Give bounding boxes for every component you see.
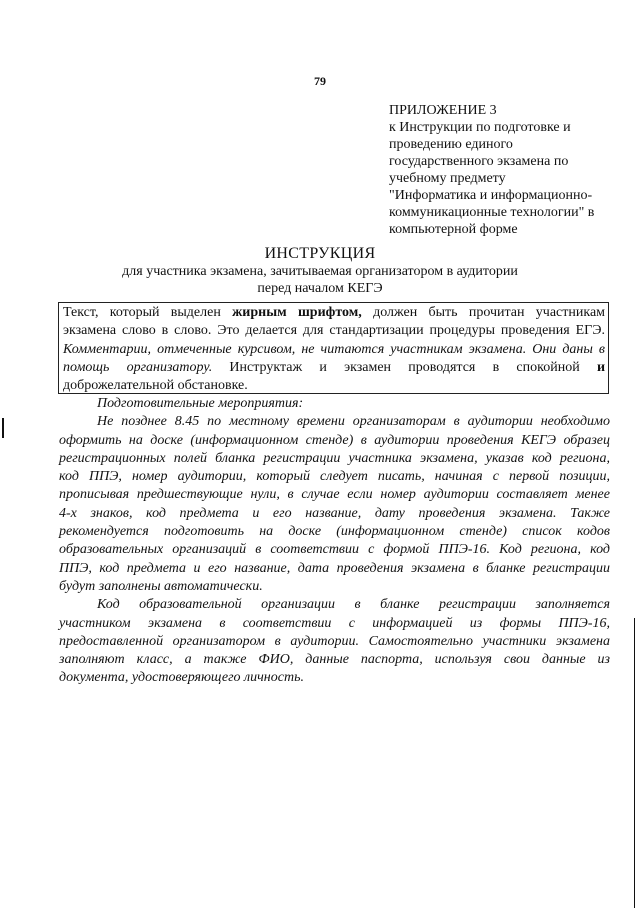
paragraph-2-line: предоставленной организатором в аудитории. Самостоятельно участники экзамена [59,633,610,649]
paragraph-1-line: Не позднее 8.45 по местному времени организаторам в аудитории необходимо [97,414,610,430]
paragraph-1-line: образовательных организаций в соответствии с формой ППЭ-16. Код региона, код [59,542,610,558]
appendix-line: коммуникационные технологии" в [389,205,595,220]
section-heading: Подготовительные мероприятия: [97,396,304,411]
appendix-line: проведению единого [389,137,513,152]
notice-text: Текст, который выделен [63,305,233,320]
notice-italic-text: помощь организатору. [63,359,213,375]
paragraph-2-line: участником экзамена в соответствии с информацией из формы ППЭ-16, [59,615,610,631]
instruction-subtitle-line2: перед началом КЕГЭ [257,281,383,296]
paragraph-1-line: регистрационных полей бланка регистрации участника экзамена, указав код региона, [59,450,610,466]
paragraph-2-line: заполняют класс, а также ФИО, данные паспорта, используя свои данные из [59,652,610,668]
scan-edge-mark [634,618,635,908]
paragraph-1-line: оформить на доске (информационном стенде) в аудитории проведения КЕГЭ образец [59,432,610,448]
appendix-header [389,102,621,238]
instruction-title: ИНСТРУКЦИЯ [264,245,376,262]
instruction-subtitle-line1: для участника экзамена, зачитываемая организатором в аудитории [122,264,518,279]
notice-box [58,302,609,394]
scan-edge-mark [2,418,4,438]
notice-line-1 [63,304,605,322]
appendix-line: компьютерной форме [389,222,518,237]
notice-bold-text: и [596,359,606,375]
instruction-title-block [0,244,640,297]
appendix-line: к Инструкции по подготовке и [389,120,571,135]
appendix-line: "Информатика и информационно- [389,188,593,203]
paragraph-1-line: 4-х знаков, код предмета и его название, дату проведения экзамена. Также [59,505,610,521]
paragraph-1-line: ППЭ, код предмета и его название, дата проведения экзамена в бланке регистрации [59,560,610,576]
paragraph-2-line: Код образовательной организации в бланке регистрации заполняется [97,597,610,613]
notice-line-4 [63,359,605,377]
notice-line-3: Комментарии, отмеченные курсивом, не читаются участникам экзамена. Они даны в [63,341,605,357]
paragraph-1-line: код ППЭ, номер аудитории, который следует писать, начиная с первой позиции, [59,469,610,485]
appendix-line: ПРИЛОЖЕНИЕ 3 [389,103,497,118]
notice-line-2: экзамена слово в слово. Это делается для стандартизации процедуры проведения ЕГЭ. [63,323,605,339]
notice-text: должен быть прочитан участникам [361,305,606,320]
paragraph-1-line: прописывая предшествующие нули, в случае если номер аудитории составляет менее [59,487,610,503]
paragraph-1-line: будут заполнены автоматически. [59,578,263,594]
paragraph-1-line: рекомендуется подготовить на доске (информационном стенде) список кодов [59,524,610,540]
notice-line-5: доброжелательной обстановке. [63,378,248,394]
page-number: 79 [314,74,326,88]
body-text [59,395,610,688]
notice-bold-text: жирным шрифтом, [232,305,362,320]
notice-text: Инструктаж и экзамен проводятся в спокойной [212,359,597,375]
appendix-line: учебному предмету [389,171,506,186]
appendix-line: государственного экзамена по [389,154,569,169]
paragraph-2-line: документа, удостоверяющего личность. [59,670,304,686]
